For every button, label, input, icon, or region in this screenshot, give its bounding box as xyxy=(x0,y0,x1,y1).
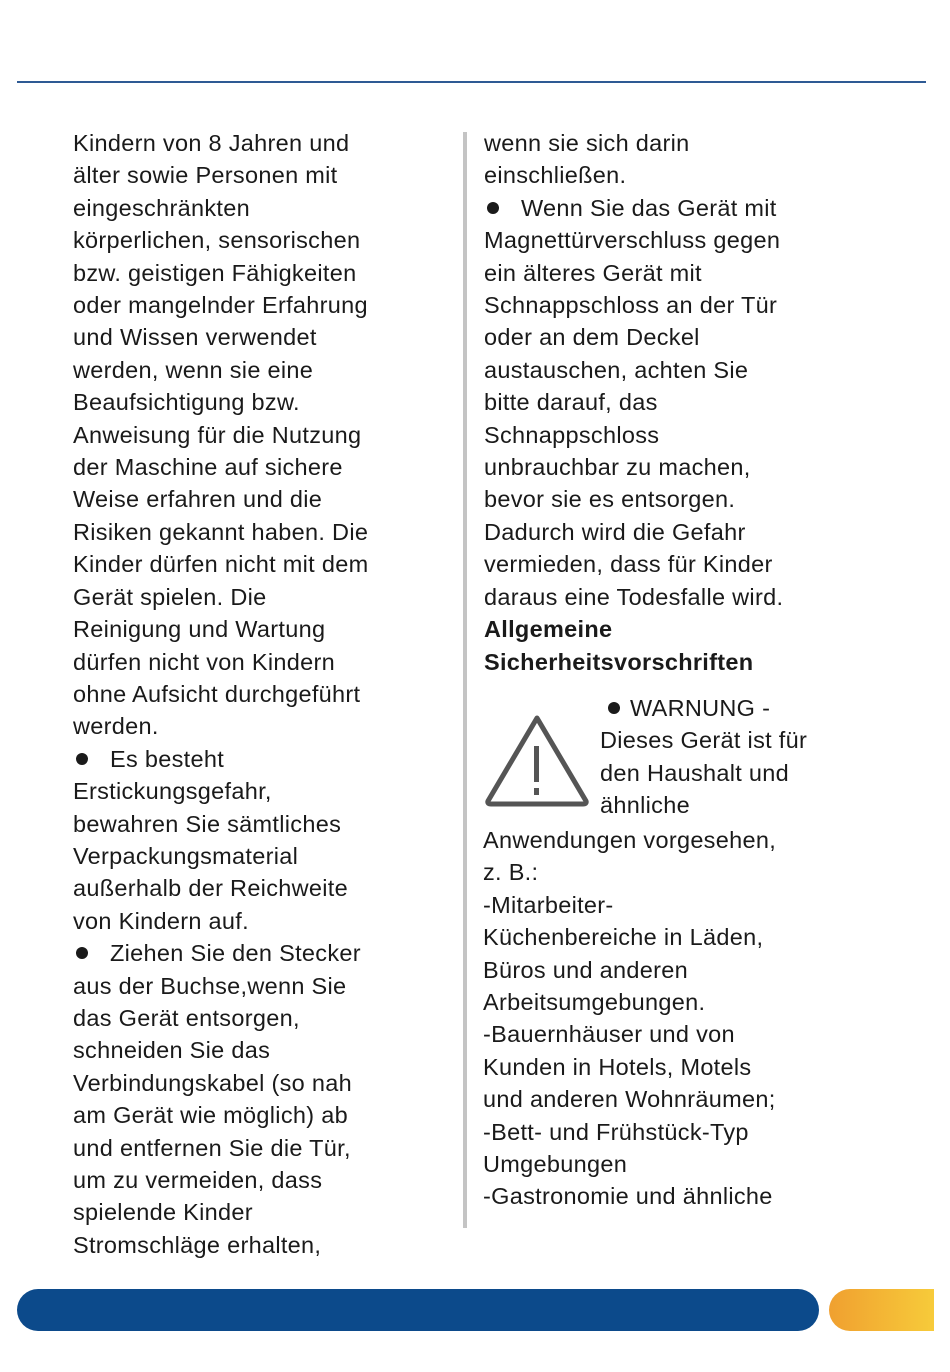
line-text: und entfernen Sie die Tür, xyxy=(73,1134,351,1161)
line-text: Schnappschloss an der Tür xyxy=(484,292,778,319)
text-line xyxy=(484,224,924,256)
line-text: außerhalb der Reichweite xyxy=(73,875,348,902)
line-text: WARNUNG - xyxy=(630,694,771,721)
bullet-text-line xyxy=(73,743,448,775)
line-text: oder an dem Deckel xyxy=(484,324,700,351)
line-text: Kinder dürfen nicht mit dem xyxy=(73,551,369,578)
text-line xyxy=(484,159,924,191)
line-text: bevor sie es entsorgen. xyxy=(484,486,736,513)
line-text: Dieses Gerät ist für xyxy=(600,727,808,754)
bullet-icon xyxy=(487,202,499,214)
section-heading-line xyxy=(484,646,924,678)
text-line xyxy=(73,483,448,515)
line-text: ohne Aufsicht durchgeführt xyxy=(73,680,361,707)
line-text: z. B.: xyxy=(483,859,539,886)
line-text: ein älteres Gerät mit xyxy=(484,259,702,286)
text-line xyxy=(484,581,924,613)
line-text: das Gerät entsorgen, xyxy=(73,1004,300,1031)
text-line xyxy=(73,775,448,807)
text-line xyxy=(483,1116,924,1148)
warning-triangle-icon xyxy=(483,712,591,808)
line-text: Beaufsichtigung bzw. xyxy=(73,389,300,416)
line-text: Anweisung für die Nutzung xyxy=(73,421,362,448)
text-line xyxy=(73,224,448,256)
text-line xyxy=(483,1018,924,1050)
text-line xyxy=(600,789,807,821)
text-line xyxy=(73,808,448,840)
text-line xyxy=(73,451,448,483)
line-text: Verbindungskabel (so nah xyxy=(73,1069,352,1096)
line-text: Risiken gekannt haben. Die xyxy=(73,518,369,545)
footer-bar xyxy=(17,1289,819,1331)
text-line xyxy=(73,646,448,678)
line-text: Kindern von 8 Jahren und xyxy=(73,130,350,156)
line-text: Kunden in Hotels, Motels xyxy=(483,1053,752,1080)
bullet-icon xyxy=(76,753,88,765)
text-line xyxy=(73,1196,448,1228)
text-line xyxy=(484,516,924,548)
warning-text xyxy=(600,692,807,822)
line-text: Schnappschloss xyxy=(484,421,660,448)
text-line xyxy=(484,483,924,515)
section-heading-line xyxy=(484,613,924,645)
text-line xyxy=(73,1164,448,1196)
text-line xyxy=(484,321,924,353)
text-line xyxy=(483,921,924,953)
text-line xyxy=(73,289,448,321)
text-line xyxy=(73,419,448,451)
text-line xyxy=(483,1148,924,1180)
line-text: aus der Buchse,wenn Sie xyxy=(73,972,347,999)
text-line xyxy=(483,1180,924,1212)
column-divider xyxy=(463,132,467,1228)
text-line xyxy=(73,710,448,742)
text-line xyxy=(484,257,924,289)
line-text: bitte darauf, das xyxy=(484,389,658,416)
text-line xyxy=(73,159,448,191)
right-column-bottom xyxy=(483,824,924,1213)
line-text: -Gastronomie und ähnliche xyxy=(483,1183,773,1210)
text-line xyxy=(484,354,924,386)
line-text: von Kindern auf. xyxy=(73,907,249,934)
text-line xyxy=(73,127,448,159)
text-line xyxy=(483,1051,924,1083)
text-line xyxy=(600,724,807,756)
text-line xyxy=(484,386,924,418)
text-line xyxy=(73,516,448,548)
line-text: werden, wenn sie eine xyxy=(73,356,314,383)
line-text: dürfen nicht von Kindern xyxy=(73,648,335,675)
text-line xyxy=(483,856,924,888)
text-line xyxy=(73,1002,448,1034)
line-text: Arbeitsumgebungen. xyxy=(483,988,706,1015)
text-line xyxy=(73,386,448,418)
right-column-top xyxy=(484,127,924,678)
line-text: um zu vermeiden, dass xyxy=(73,1167,323,1193)
bullet-icon xyxy=(608,702,620,714)
line-text: werden. xyxy=(73,713,159,740)
text-line xyxy=(73,840,448,872)
text-line xyxy=(600,757,807,789)
line-text: Dadurch wird die Gefahr xyxy=(484,518,746,545)
bullet-text-line xyxy=(600,692,807,724)
line-text: Umgebungen xyxy=(483,1150,628,1177)
line-text: am Gerät wie möglich) ab xyxy=(73,1102,348,1129)
bullet-text-line xyxy=(73,937,448,969)
text-line xyxy=(73,970,448,1002)
line-text: eingeschränkten xyxy=(73,194,250,221)
text-line xyxy=(484,289,924,321)
text-line xyxy=(73,581,448,613)
line-text: Reinigung und Wartung xyxy=(73,616,326,643)
warning-block xyxy=(483,696,924,824)
line-text: daraus eine Todesfalle wird. xyxy=(484,583,784,610)
text-line xyxy=(483,954,924,986)
right-column xyxy=(484,127,924,1213)
bullet-icon xyxy=(76,947,88,959)
text-line xyxy=(484,451,924,483)
header-rule xyxy=(17,81,926,83)
line-text: wenn sie sich darin xyxy=(484,130,690,156)
line-text: körperlichen, sensorischen xyxy=(73,227,361,254)
line-text: Weise erfahren und die xyxy=(73,486,323,513)
text-line xyxy=(483,824,924,856)
line-text: Stromschläge erhalten, xyxy=(73,1231,322,1258)
line-text: austauschen, achten Sie xyxy=(484,356,749,383)
line-text: älter sowie Personen mit xyxy=(73,162,338,189)
text-line xyxy=(73,1229,448,1261)
line-text: -Bauernhäuser und von xyxy=(483,1021,735,1048)
text-line xyxy=(73,905,448,937)
text-line xyxy=(73,548,448,580)
text-line xyxy=(73,1034,448,1066)
line-text: Anwendungen vorgesehen, xyxy=(483,826,777,853)
line-text: Büros und anderen xyxy=(483,956,688,983)
line-text: Magnettürverschluss gegen xyxy=(484,227,781,254)
line-text: schneiden Sie das xyxy=(73,1037,271,1064)
line-text: Ziehen Sie den Stecker xyxy=(110,940,361,967)
line-text: Gerät spielen. Die xyxy=(73,583,267,610)
line-text: Wenn Sie das Gerät mit xyxy=(521,194,777,221)
page-tab xyxy=(829,1289,934,1331)
text-line xyxy=(73,613,448,645)
line-text: bzw. geistigen Fähigkeiten xyxy=(73,259,357,286)
line-text: Küchenbereiche in Läden, xyxy=(483,924,764,951)
text-line xyxy=(73,678,448,710)
left-column xyxy=(73,127,448,1261)
line-text: Verpackungsmaterial xyxy=(73,842,299,869)
line-text: der Maschine auf sichere xyxy=(73,454,343,481)
line-text: unbrauchbar zu machen, xyxy=(484,454,751,481)
bullet-text-line xyxy=(484,192,924,224)
text-line xyxy=(73,1132,448,1164)
line-text: vermieden, dass für Kinder xyxy=(484,551,773,578)
line-text: Sicherheitsvorschriften xyxy=(484,648,754,675)
line-text: bewahren Sie sämtliches xyxy=(73,810,342,837)
line-text: spielende Kinder xyxy=(73,1199,253,1226)
text-line xyxy=(483,986,924,1018)
line-text: und anderen Wohnräumen; xyxy=(483,1086,776,1113)
line-text: Erstickungsgefahr, xyxy=(73,778,272,805)
line-text: ähnliche xyxy=(600,792,690,819)
text-line xyxy=(73,1067,448,1099)
line-text: Allgemeine xyxy=(484,616,613,643)
line-text: oder mangelnder Erfahrung xyxy=(73,292,368,319)
line-text: -Bett- und Frühstück-Typ xyxy=(483,1118,749,1145)
line-text: einschließen. xyxy=(484,162,627,189)
line-text: -Mitarbeiter- xyxy=(483,891,614,918)
text-line xyxy=(484,419,924,451)
text-line xyxy=(73,257,448,289)
line-text: und Wissen verwendet xyxy=(73,324,317,351)
text-line xyxy=(484,127,924,159)
text-line xyxy=(73,192,448,224)
text-line xyxy=(73,872,448,904)
text-line xyxy=(73,321,448,353)
text-line xyxy=(483,1083,924,1115)
line-text: den Haushalt und xyxy=(600,759,790,786)
text-line xyxy=(73,354,448,386)
text-line xyxy=(484,548,924,580)
text-line xyxy=(483,889,924,921)
line-text: Es besteht xyxy=(110,745,225,772)
text-line xyxy=(73,1099,448,1131)
